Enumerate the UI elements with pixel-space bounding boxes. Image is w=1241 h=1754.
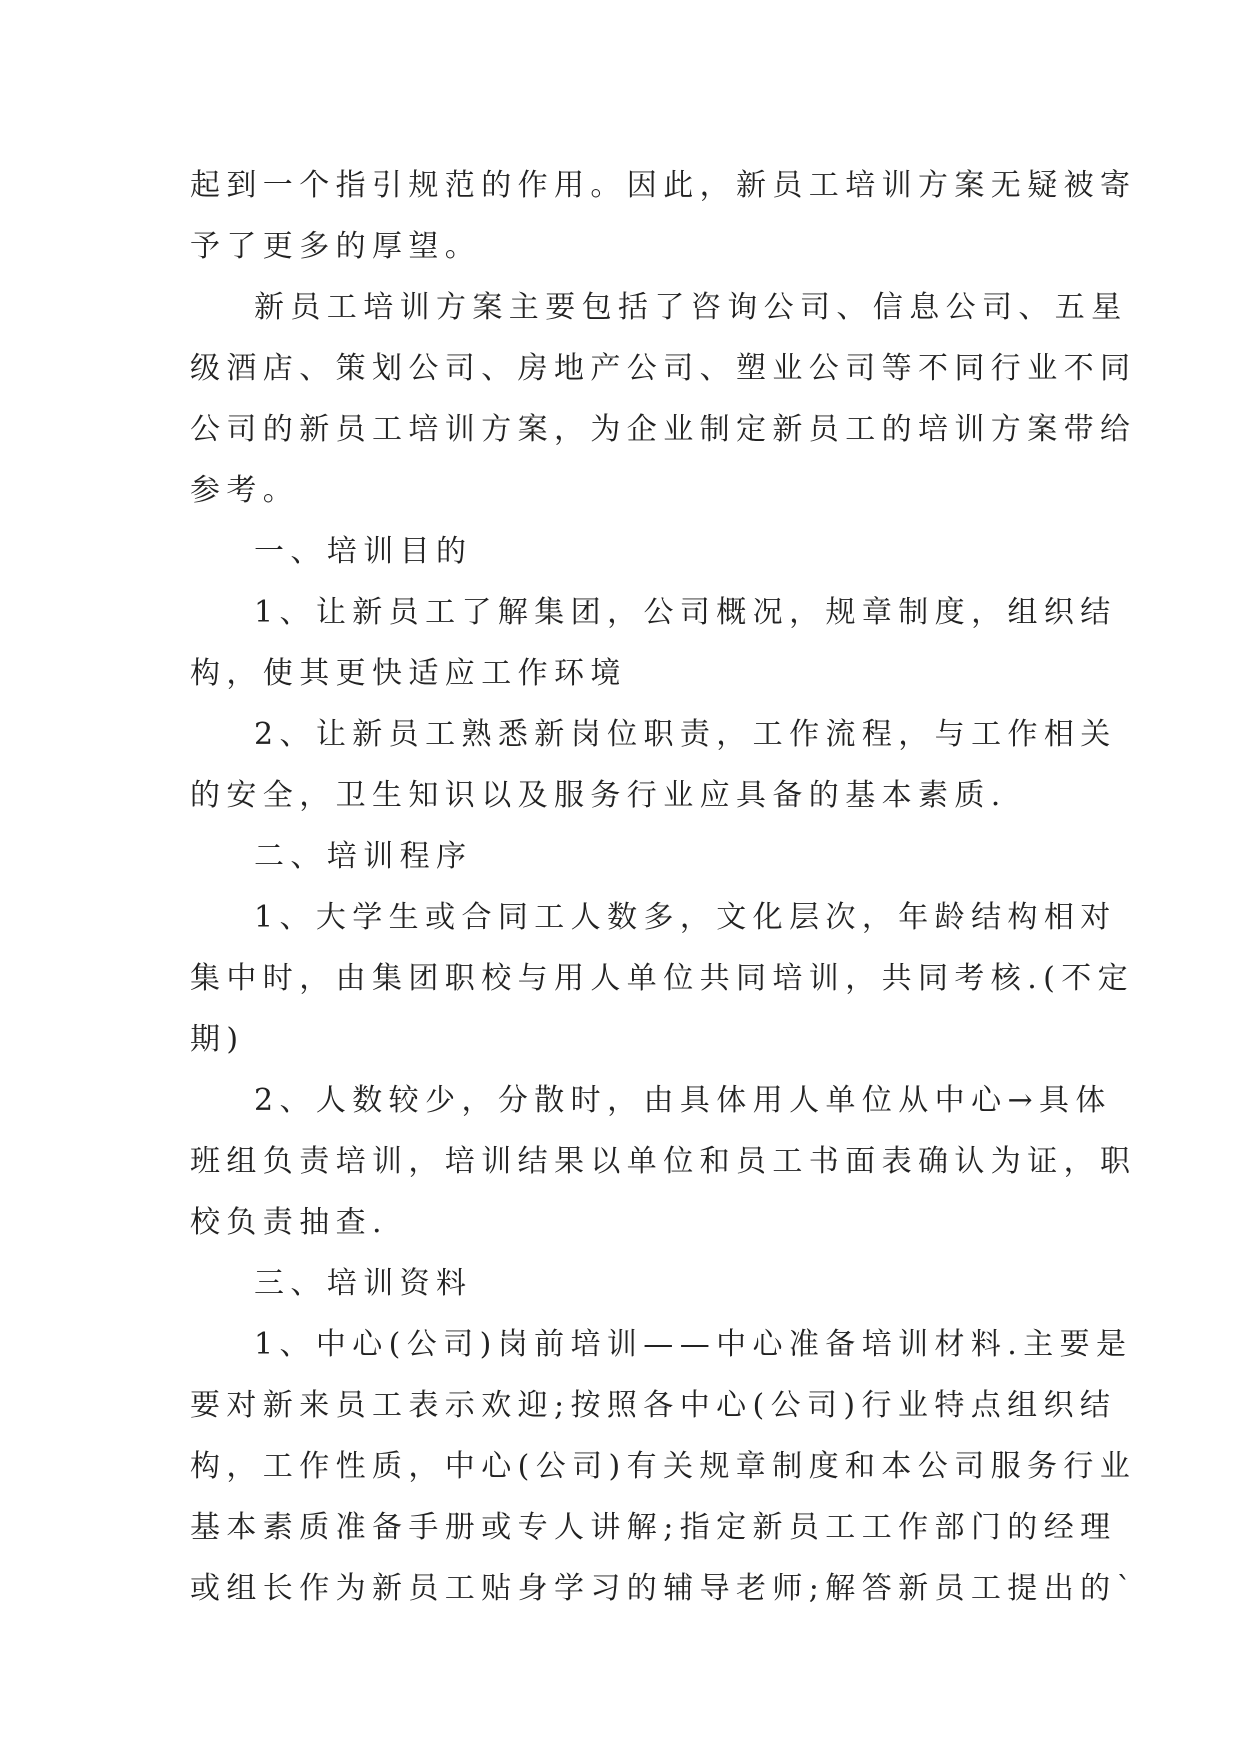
text-line: 2、人数较少，分散时，由具体用人单位从中心→具体 bbox=[254, 1083, 1112, 1118]
text-line: 集中时，由集团职校与用人单位共同培训，共同考核.(不定 bbox=[190, 961, 1135, 996]
heading-line: 二、培训程序 bbox=[254, 839, 473, 874]
heading-line: 三、培训资料 bbox=[254, 1266, 473, 1301]
section-heading-procedure bbox=[190, 826, 1052, 887]
paragraph-purpose-1 bbox=[190, 582, 1117, 704]
text-line: 新员工培训方案主要包括了咨询公司、信息公司、五星 bbox=[254, 290, 1128, 325]
paragraph-overview bbox=[190, 277, 1137, 521]
text-line: 的安全，卫生知识以及服务行业应具备的基本素质. bbox=[190, 778, 1007, 813]
text-line: 构，使其更快适应工作环境 bbox=[190, 656, 627, 691]
section-heading-purpose bbox=[190, 521, 1052, 582]
text-line: 构，工作性质，中心(公司)有关规章制度和本公司服务行业 bbox=[190, 1449, 1137, 1484]
text-line: 2、让新员工熟悉新岗位职责，工作流程，与工作相关 bbox=[254, 717, 1117, 752]
text-line: 或组长作为新员工贴身学习的辅导老师;解答新员工提出的` bbox=[190, 1571, 1138, 1606]
paragraph-materials-1 bbox=[190, 1314, 1138, 1619]
paragraph-purpose-2 bbox=[190, 704, 1117, 826]
text-line: 1、大学生或合同工人数多，文化层次，年龄结构相对 bbox=[254, 900, 1117, 935]
text-line: 期) bbox=[190, 1022, 245, 1057]
paragraph-procedure-2 bbox=[190, 1070, 1137, 1253]
text-line: 级酒店、策划公司、房地产公司、塑业公司等不同行业不同 bbox=[190, 351, 1137, 386]
text-line: 起到一个指引规范的作用。因此，新员工培训方案无疑被寄 bbox=[190, 168, 1137, 203]
text-line: 班组负责培训，培训结果以单位和员工书面表确认为证，职 bbox=[190, 1144, 1137, 1179]
text-line: 公司的新员工培训方案，为企业制定新员工的培训方案带给 bbox=[190, 412, 1137, 447]
text-line: 校负责抽查. bbox=[190, 1205, 388, 1240]
paragraph-intro-continuation bbox=[190, 155, 1137, 277]
text-line: 参考。 bbox=[190, 473, 300, 508]
text-line: 要对新来员工表示欢迎;按照各中心(公司)行业特点组织结 bbox=[190, 1388, 1117, 1423]
paragraph-procedure-1 bbox=[190, 887, 1135, 1070]
document-page bbox=[190, 155, 1138, 1619]
text-line: 基本素质准备手册或专人讲解;指定新员工工作部门的经理 bbox=[190, 1510, 1117, 1545]
section-heading-materials bbox=[190, 1253, 1052, 1314]
text-line: 1、中心(公司)岗前培训——中心准备培训材料.主要是 bbox=[254, 1327, 1133, 1362]
text-line: 1、让新员工了解集团，公司概况，规章制度，组织结 bbox=[254, 595, 1117, 630]
heading-line: 一、培训目的 bbox=[254, 534, 473, 569]
text-line: 予了更多的厚望。 bbox=[190, 229, 482, 264]
